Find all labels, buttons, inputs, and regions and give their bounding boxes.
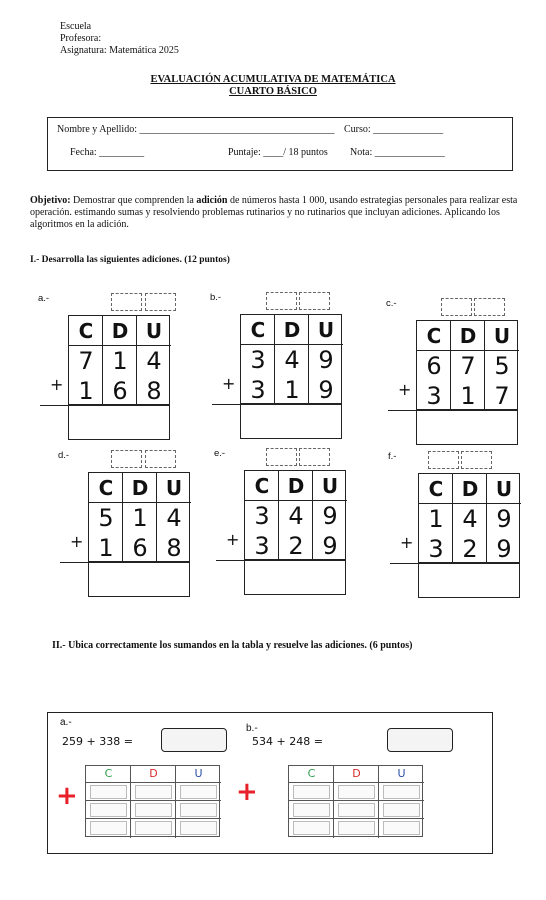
- top-digit: 1: [112, 347, 128, 375]
- grade-field[interactable]: Nota: ______________: [350, 147, 445, 158]
- addition-problem: [58, 450, 198, 600]
- carry-box[interactable]: [145, 293, 176, 311]
- section-2-title: II.- Ubica correctamente los sumandos en la tabla y resuelve las adiciones. (6 puntos): [52, 640, 413, 651]
- answer-box[interactable]: [88, 563, 190, 597]
- exercise-a-result-box[interactable]: [161, 728, 227, 752]
- table-column-header: U: [194, 767, 203, 780]
- column-header: U: [313, 471, 347, 501]
- digit-input-cell[interactable]: [383, 785, 420, 799]
- column-header: C: [69, 316, 103, 346]
- addition-problem: [388, 451, 528, 601]
- column-header: C: [419, 474, 453, 504]
- digit-input-cell[interactable]: [383, 803, 420, 817]
- carry-box[interactable]: [266, 292, 297, 310]
- course-field[interactable]: Curso: ______________: [344, 124, 444, 135]
- carry-box[interactable]: [461, 451, 492, 469]
- digit-input-cell[interactable]: [135, 803, 172, 817]
- school-line: Escuela: [60, 21, 92, 32]
- objective-bold: adición: [196, 195, 228, 206]
- top-digit: 7: [460, 352, 476, 380]
- carry-box[interactable]: [428, 451, 459, 469]
- top-digit: 9: [496, 505, 512, 533]
- place-value-grid: [416, 320, 518, 410]
- problem-label: b.-: [210, 292, 222, 303]
- top-digit: 4: [288, 502, 304, 530]
- bottom-digit: 2: [288, 532, 304, 560]
- digit-input-cell[interactable]: [135, 785, 172, 799]
- plus-sign: +: [398, 380, 412, 399]
- place-value-grid: [244, 470, 346, 560]
- answer-box[interactable]: [244, 561, 346, 595]
- top-digit: 7: [78, 347, 94, 375]
- top-digit: 1: [132, 504, 148, 532]
- place-value-grid: [418, 473, 520, 563]
- problem-label: c.-: [386, 298, 397, 309]
- problem-label: f.-: [388, 451, 397, 462]
- placement-exercise-box: [47, 712, 493, 854]
- exercise-b-result-box[interactable]: [387, 728, 453, 752]
- objective-part2: de números hasta 1 000, usando estrategias personales para realizar esta operación. estimando sumas y resolviendo problemas rutinarios y no rutinarios que incluyan adiciones. Aplicando los algoritmos en la adición.: [30, 195, 518, 230]
- place-value-grid: [68, 315, 170, 405]
- digit-input-cell[interactable]: [338, 785, 375, 799]
- bottom-digit: 9: [496, 535, 512, 563]
- place-value-grid: [240, 314, 342, 404]
- table-column-header: C: [307, 767, 316, 780]
- exercise-b-table: [288, 765, 423, 837]
- carry-box[interactable]: [441, 298, 472, 316]
- exercise-b-label: b.-: [246, 723, 258, 734]
- column-header: U: [137, 316, 171, 346]
- table-divider: [378, 766, 379, 838]
- student-info-box: [47, 117, 513, 171]
- bottom-digit: 6: [112, 377, 128, 405]
- addition-problem: [210, 292, 350, 442]
- plus-sign: +: [222, 374, 236, 393]
- answer-box[interactable]: [418, 564, 520, 598]
- table-column-header: C: [104, 767, 113, 780]
- subject-line: Asignatura: Matemática 2025: [60, 45, 179, 56]
- digit-input-cell[interactable]: [293, 821, 330, 835]
- exercise-a-plus-sign: +: [56, 781, 78, 811]
- bottom-digit: 1: [98, 534, 114, 562]
- table-divider: [289, 818, 424, 819]
- column-header: C: [241, 315, 275, 345]
- column-header: U: [157, 473, 191, 503]
- date-field[interactable]: Fecha: _________: [70, 147, 145, 158]
- bottom-digit: 6: [132, 534, 148, 562]
- bottom-digit: 9: [318, 376, 334, 404]
- plus-sign: +: [50, 375, 64, 394]
- digit-input-cell[interactable]: [180, 803, 217, 817]
- bottom-digit: 3: [426, 382, 442, 410]
- bottom-digit: 9: [322, 532, 338, 560]
- problem-label: e.-: [214, 448, 226, 459]
- bottom-digit: 3: [250, 376, 266, 404]
- column-header: D: [451, 321, 485, 351]
- top-digit: 4: [166, 504, 182, 532]
- top-digit: 5: [494, 352, 510, 380]
- carry-box[interactable]: [266, 448, 297, 466]
- place-value-grid: [88, 472, 190, 562]
- page-subtitle: CUARTO BÁSICO: [229, 86, 317, 97]
- column-header: U: [485, 321, 519, 351]
- digit-input-cell[interactable]: [180, 785, 217, 799]
- teacher-line: Profesora:: [60, 33, 102, 44]
- table-divider: [86, 818, 221, 819]
- top-digit: 3: [254, 502, 270, 530]
- table-divider: [86, 782, 221, 783]
- column-header: D: [453, 474, 487, 504]
- top-digit: 4: [146, 347, 162, 375]
- digit-input-cell[interactable]: [90, 821, 127, 835]
- top-digit: 4: [284, 346, 300, 374]
- carry-box[interactable]: [299, 292, 330, 310]
- carry-box[interactable]: [474, 298, 505, 316]
- plus-sign: +: [400, 533, 414, 552]
- column-header: D: [275, 315, 309, 345]
- objective-text: [30, 195, 526, 231]
- table-divider: [86, 800, 221, 801]
- bottom-digit: 1: [460, 382, 476, 410]
- top-digit: 6: [426, 352, 442, 380]
- bottom-digit: 2: [462, 535, 478, 563]
- top-digit: 9: [322, 502, 338, 530]
- score-field[interactable]: Puntaje: ____/ 18 puntos: [228, 147, 328, 158]
- addition-problem: [386, 298, 526, 448]
- carry-box[interactable]: [111, 293, 142, 311]
- name-field[interactable]: Nombre y Apellido: _______________________________________: [57, 124, 335, 135]
- column-header: D: [279, 471, 313, 501]
- column-header: C: [417, 321, 451, 351]
- carry-box[interactable]: [111, 450, 142, 468]
- digit-input-cell[interactable]: [293, 803, 330, 817]
- column-header: D: [123, 473, 157, 503]
- bottom-digit: 1: [78, 377, 94, 405]
- column-header: D: [103, 316, 137, 346]
- problem-label: a.-: [38, 293, 50, 304]
- carry-box[interactable]: [145, 450, 176, 468]
- bottom-digit: 3: [254, 532, 270, 560]
- digit-input-cell[interactable]: [90, 803, 127, 817]
- section-1-title: I.- Desarrolla las siguientes adiciones. (12 puntos): [30, 255, 230, 265]
- addition-problem: [214, 448, 354, 598]
- top-digit: 1: [428, 505, 444, 533]
- column-header: C: [245, 471, 279, 501]
- top-digit: 9: [318, 346, 334, 374]
- answer-box[interactable]: [68, 406, 170, 440]
- digit-input-cell[interactable]: [338, 803, 375, 817]
- exercise-b-expression: 534 + 248 =: [252, 735, 323, 748]
- objective-part1: Demostrar que comprenden la: [70, 195, 197, 206]
- top-digit: 4: [462, 505, 478, 533]
- table-divider: [175, 766, 176, 838]
- bottom-digit: 7: [494, 382, 510, 410]
- exercise-a-expression: 259 + 338 =: [62, 735, 133, 748]
- exercise-a-label: a.-: [60, 717, 72, 728]
- digit-input-cell[interactable]: [90, 785, 127, 799]
- table-divider: [130, 766, 131, 838]
- bottom-digit: 1: [284, 376, 300, 404]
- table-column-header: D: [352, 767, 361, 780]
- addition-problem: [38, 293, 178, 443]
- column-header: U: [487, 474, 521, 504]
- top-digit: 3: [250, 346, 266, 374]
- column-header: U: [309, 315, 343, 345]
- table-divider: [333, 766, 334, 838]
- carry-box[interactable]: [299, 448, 330, 466]
- answer-box[interactable]: [416, 411, 518, 445]
- problem-label: d.-: [58, 450, 70, 461]
- digit-input-cell[interactable]: [338, 821, 375, 835]
- table-column-header: U: [397, 767, 406, 780]
- objective-label: Objetivo:: [30, 195, 71, 206]
- plus-sign: +: [226, 530, 240, 549]
- plus-sign: +: [70, 532, 84, 551]
- digit-input-cell[interactable]: [135, 821, 172, 835]
- bottom-digit: 8: [146, 377, 162, 405]
- digit-input-cell[interactable]: [383, 821, 420, 835]
- digit-input-cell[interactable]: [293, 785, 330, 799]
- column-header: C: [89, 473, 123, 503]
- exercise-a-table: [85, 765, 220, 837]
- bottom-digit: 3: [428, 535, 444, 563]
- table-column-header: D: [149, 767, 158, 780]
- bottom-digit: 8: [166, 534, 182, 562]
- answer-box[interactable]: [240, 405, 342, 439]
- exercise-b-plus-sign: +: [236, 777, 258, 807]
- digit-input-cell[interactable]: [180, 821, 217, 835]
- table-divider: [289, 800, 424, 801]
- page-title: EVALUACIÓN ACUMULATIVA DE MATEMÁTICA: [150, 74, 396, 85]
- top-digit: 5: [98, 504, 114, 532]
- table-divider: [289, 782, 424, 783]
